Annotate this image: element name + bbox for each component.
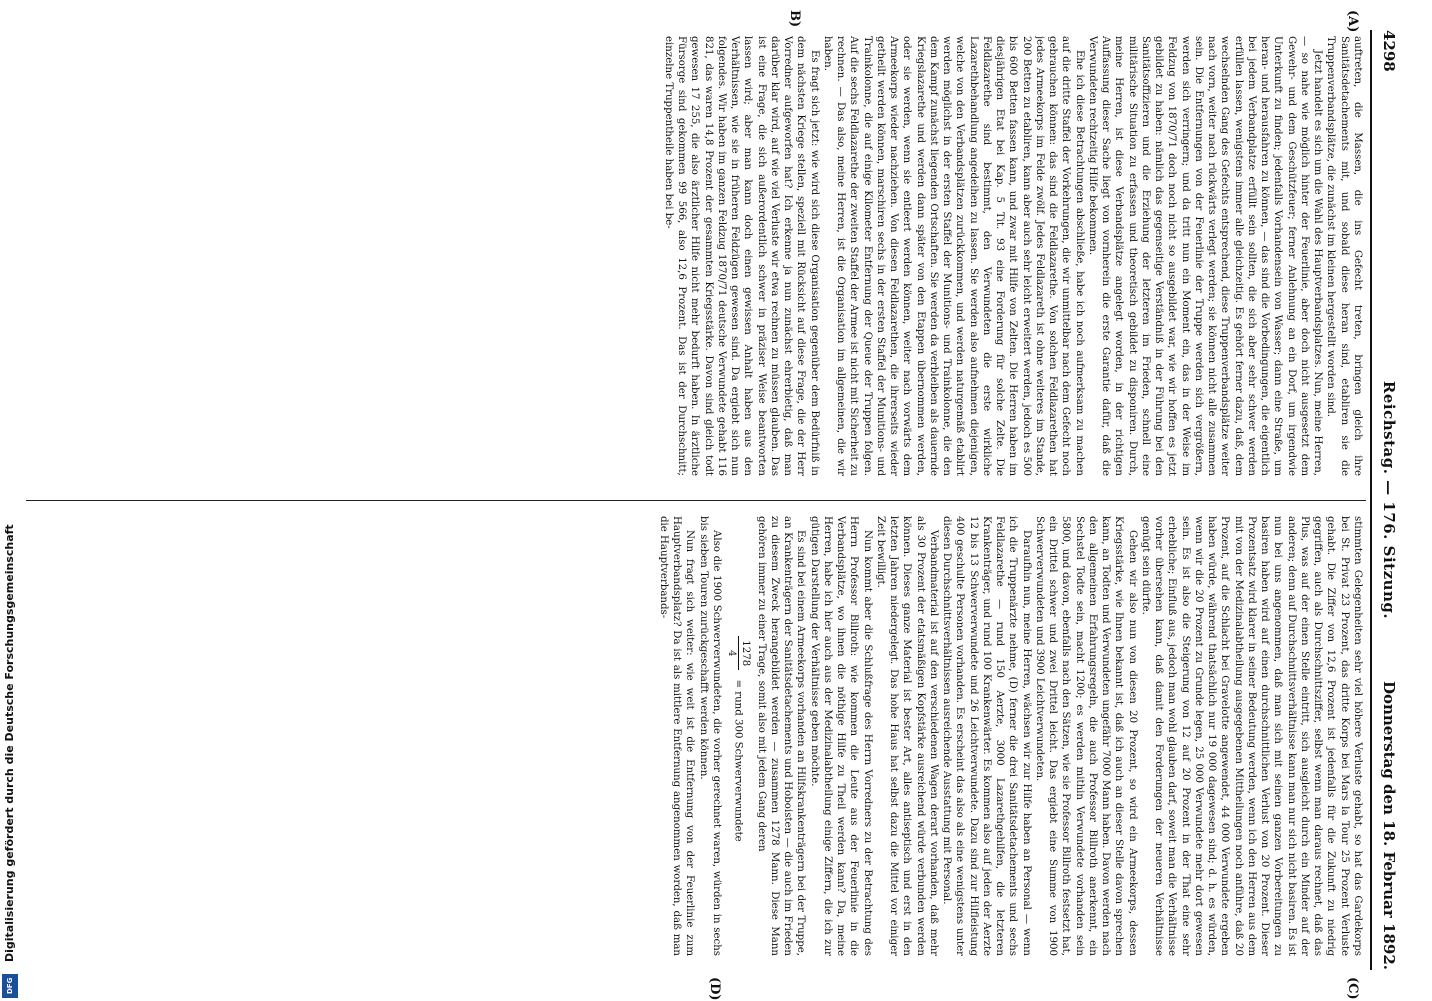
- dfg-logo: DFG: [2, 974, 18, 998]
- session-date: Donnerstag den 18. Februar 1892.: [1380, 680, 1398, 970]
- formula-numerator: 1278: [738, 636, 752, 670]
- formula-result: = rund 300 Schwerverwundete: [732, 679, 744, 842]
- paragraph: auftreten, die Massen, die ins Gefecht treten, bringen gleich ihre Sanitätsdetachements mit, und sobald diese heran sind, etabliren sie die Truppenverbandsplätze, die zunächst im kleinen hergestellt worden sind.: [1325, 36, 1363, 476]
- funding-notice: Digitalisierung gefördert durch die Deutsche Forschungsgemeinschaft: [3, 524, 16, 962]
- paragraph: Ehe ich diese Betrachtungen abschließe, habe ich noch aufmerksam zu machen auf die dritte Staffel der Vorkehrungen, die wir unmittelbar nach dem Gefecht noch gebrauchen können: das sind die Feldlazarethe. Von solchen Feldlazarethen hat jedes Armeekorps im Felde zwölf. Jedes Feldlazareth ist ohne weiteres im Stande, 200 Betten zu etabliren, kann aber auch sehr leicht erweitert werden, jedoch es 500 bis 600 Betten fassen kann, und zwar mit Hilfe von Zelten. Die Herren haben im diesjährigen Etat bei Kap. 5 Tit. 93 eine Forderung für solche Zelte. Die Feldlazarethe sind bestimmt, den Verwundeten die erste wirkliche Lazarethbehandlung angedeihen zu lassen. Sie werden also aufnehmen diejenigen, welche von den Verbandsplätzen zurückkommen, und werden naturgemäß etablirt werden möglichst in der ersten Staffel der Munitions- und Trainkolonne, die den dem Kampf zunächst liegenden Ortschaften. Sie werden da verbleiben als dauernde Kriegslazarethe und werden dann später von den Etappen übernommen werden, oder sie werden, wenn sie entleert werden können, weiter nach vorwärts dem Armeekorps wieder nachziehen. Von diesen Feldlazarethen, die ihrerseits wieder getheilt werden können, marschiren sechs in der ersten Staffel der Munitions- und Trainkolonne, die auf einige Kilometer Entfernung der Queue der Truppen folgen. Auf die sechs Feldlazarethe der zweiten Staffel der Armee ist nicht mit Sicherheit zu rechnen. — Das also, meine Herren, ist die Organisation im allgemeinen, die wir haben.: [822, 36, 1085, 476]
- column-divider: [26, 500, 1366, 501]
- paragraph: Verbandmaterial ist auf den verschiedenen Wagen derart vorhanden, daß mehr als 30 Prozent der etatsmäßigen Kopfstärke ausreichend würde verbunden werden können. Dieses ganze Material ist bester Art, alles antiseptisch und erst in den letzten Jahren niedergelegt. Das hohe Haus hat selbst dazu die Mittel vor einiger Zeit bewilligt.: [875, 516, 939, 956]
- left-column: [24, 36, 1364, 476]
- paragraph: stimmten Gelegenheiten sehr viel höhere Verluste gehabt, so hat das Gardekorps bei St. Privat 23 Prozent, das dritte Korps bei Mars la Tour 25 Prozent Verluste gehabt. Die Ziffer von 12,6 Prozent ist jedenfalls für die Zukunft zu niedrig gegriffen, auch als Durchschnittsziffer, selbst wenn man daraus rechnet, daß das Plus, was auf der einen Stelle eintritt, sich ausgleicht durch ein Minder auf der anderen; denn auf Durchschnittsverhältnisse kann man nur sich nicht basiren. Es ist nun bei uns angenommen, daß man sich mit seinen ganzen Vorbereitungen zu basiren haben wird auf einen durchschnittlichen Verlust von 20 Prozent. Dieser Prozentsatz wird klarer in seiner Bedeutung werden, wenn ich den Herren aus dem mit von der Medizinalabtheilung ausgegebenen Mittheilungen noch anführe, daß 20 Prozent, auf die Schlacht bei Gravelotte angewendet, 44 000 Verwundete ergeben haben würde, während thatsächlich nur 19 000 dagewesen sind; d. h. es würden, wenn wir die 20 Prozent zu Grunde legen, 25 000 Verwundete mehr dort gewesen sein. Es ist also die Steigerung von 12 auf 20 Prozent in der That eine sehr erhebliche; Einfluß aus, jedoch man wohl glauben darf, soweit man die Verhältnisse vorher übersehen kann, daß damit den Forderungen der neueren Verhältnisse genügt sein dürfte.: [1140, 516, 1363, 956]
- paragraph: Also die 1900 Schwerverwundeten, die vorher gerechnet waren, würden in sechs bis sieben Touren zurückgeschafft werden können.: [697, 516, 722, 956]
- session-title: Reichstag. — 176. Sitzung.: [1380, 380, 1398, 620]
- margin-marker-a: (A): [1345, 10, 1360, 33]
- right-column: [24, 516, 1364, 956]
- digitization-footer: [0, 0, 20, 1000]
- paragraph: Nun kommt aber die Schlußfrage des Herrn Vorredners zu der Betrachtung des Herrn Professor Billroth: wie kommen die Leute aus der Feuerlinie in die Verbandsplätze, wo ihnen die nöthige Hilfe zu Theil werden kann? Da, meine Herren, habe ich hier auch aus der Medizinalabtheilung einige Ziffern, die ich zur gütigen Darstellung der Verhältnisse geben möchte.: [808, 516, 873, 956]
- formula: [725, 516, 753, 956]
- page-number: 4298: [1380, 30, 1398, 72]
- margin-marker-b: B): [787, 10, 802, 28]
- paragraph: Jetzt handelt es sich um die Wahl des Hauptverbandsplatzes. Nun, meine Herren, — so nahe wie möglich hinter der Feuerlinie, aber doch nicht ausgesetzt dem Gewehr- und dem Geschützfeuer; ferner Anlehnung an ein Dorf, um irgendwie Unterkunft zu finden; jedenfalls Vorhandensein von Wasser; dann eine Straße, um heran- und herausfahren zu können, — das sind die Vorbedingungen, die eigentlich bei jedem Verbandplatze erfüllt sein sollten, die sich aber sehr schwer werden erfüllen lassen, wenigstens immer alle gleichzeitig. Es gehört ferner dazu, daß, dem wechselnden Gang des Gefechts entsprechend, diese Truppenverbandsplätze weiter nach vorn, weiter nach rückwärts verlegt werden; sie können nicht alle zusammen sein. Die Entfernungen von der Feuerlinie der Truppe werden sich vergrößern, werden sich verringern; und da tritt nun ein Moment ein, das in der Weise im Feldzug von 1870/71 doch noch nicht so ausgebildet war, wie wir hoffen es jetzt gebildet zu haben: nämlich das gegenseitige Verständniß in der Führung bei den Sanitätsoffizieren und die Erziehung der letzteren im Frieden, schnell eine militärische Situation zu erfassen und theoretisch gebildet zu disponiren. Durch, meine Herren, ist diese Verbandsplätze angelegt worden, in der richtigen Auffassung dieser Sache liegt von vornherein die erste Garantie dafür, daß die Verwundeten rechtzeitig Hilfe bekommen.: [1087, 36, 1324, 476]
- margin-marker-c: (C): [1345, 977, 1360, 1000]
- running-head: [1376, 30, 1398, 970]
- header-rule: [1370, 30, 1372, 970]
- paragraph: Es sind bei einem Armeekorps vorhanden an Hilfskrankenträgern bei der Truppe, an Krankenträgern der Sanitätsdetachements und Hoboisten — die auch im Frieden zu diesem Zweck herangebildet werden — zusammen 1278 Mann. Diese Mann gehören immer zu einer Trage, somit also mit jedem Gang deren: [755, 516, 807, 956]
- margin-marker-d: (D): [707, 977, 722, 1001]
- paragraph: Es fragt sich jetzt: wie wird sich diese Organisation gegenüber dem Bedürfniß in dem nächsten Kriege stellen, speziell mit Rücksicht auf diese Frage, die der Herr Vorredner aufgeworfen hat? Ich erkenne ja nun zunächst ehrerbietig, daß man darüber klar wird, auf wie viel Verluste wir etwa rechnen zu müssen glauben. Das ist eine Frage, die sich außerordentlich schwer in präziser Weise beantworten lassen wird; aber man kann doch einen gewissen Anhalt haben aus den Verhältnissen, wie sie in früheren Feldzügen gewesen sind. Da ergiebt sich nun folgendes. Wir haben im ganzen Feldzug 1870/71 deutsche Verwundete gehabt 116 821, das waren 14,8 Prozent der gesammten Kriegsstärke. Davon sind gleich todt gewesen 17 255, die also ärztlicher Hilfe nicht mehr bedurft haben. In ärztliche Fürsorge sind gekommen 99 566, also 12,6 Prozent. Das ist der Durchschnitt; einzelne Truppentheile haben bei be-: [663, 36, 820, 476]
- formula-denominator: 4: [726, 650, 738, 657]
- paragraph: Nun fragt sich weiter: wie weit ist die Entfernung von der Feuerlinie zum Hauptverbandsplatz? Da ist als mittlere Entfernung angenommen worden, daß man die Hauptverbands-: [658, 516, 696, 956]
- paragraph: Gehen wir also nun von diesen 20 Prozent, so wird ein Armeekorps, dessen Kriegsstärke, wie Ihnen bekannt ist, daß ich auch an dieser Stelle davon sprechen kann, an Todten und Verwundeten ungefähr 7000 Mann haben. Davon werden nach den allgemeinen Erfahrungsregeln, die auch Professor Billroth anerkennt, ein Sechstel Todte sein, macht 1200; es werden mithin Verwundete vorhanden sein 5800, und davon, ebenfalls nach den Sätzen, wie sie Professor Billroth festsetzt hat, ein Drittel schwer und zwei Drittel leicht. Das ergiebt eine Summe von 1900 Schwerverwundeten und 3900 Leichtverwundeten.: [1034, 516, 1138, 956]
- paragraph: Daraufhin nun, meine Herren, wächsen wir zur Hilfe haben an Personal — wenn ich die Truppenärzte nehme, (D) ferner die drei Sanitätsdetachements und sechs Feldlazarethe — rund 150 Aerzte, 3000 Lazarethgehilfen, die letzteren Krankenträger, und rund 100 Krankenwärter. Es kommen also auf jeden der Aerzte 12 bis 13 Schwerverwundete und 26 Leichtverwundete. Dazu sind zur Hilfleistung 400 geschulte Personen vorhanden. Es erscheint das also als eine wenigstens unter diesen Durchschnittsverhältnissen ausreichende Ausstattung mit Personal.: [941, 516, 1032, 956]
- formula-fraction: [725, 636, 753, 670]
